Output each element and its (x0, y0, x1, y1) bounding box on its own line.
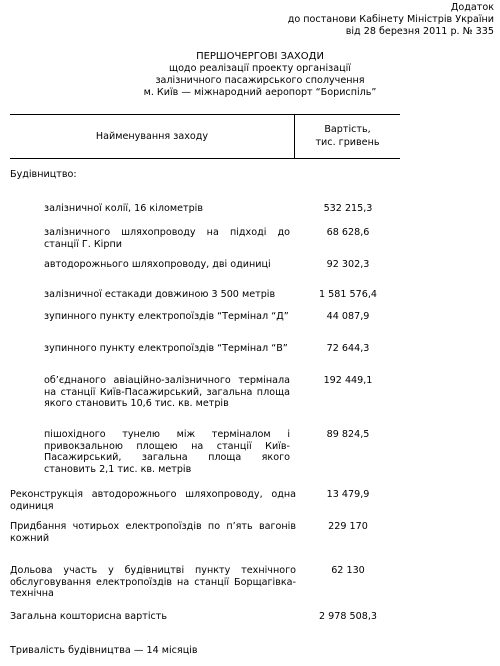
appendix-label: Додаток (450, 2, 494, 13)
total-cost-label: Загальна кошторисна вартість (10, 611, 168, 622)
table-row-value: 1 581 576,4 (319, 289, 377, 300)
column-header-cost-2: тис. гривень (315, 137, 380, 148)
document-subtitle-2: залізничного пасажирського сполучення (155, 75, 365, 86)
document-title: ПЕРШОЧЕРГОВІ ЗАХОДИ (196, 51, 324, 62)
table-column-divider (294, 114, 295, 158)
table-row-name: об’єднаного авіаційно-залізничного термінала на станції Київ-Пасажирський, загальна площа якого становить 10,6 тис. кв. метрів (44, 375, 290, 410)
table-row-name: Придбання чотирьох електропоїздів по п’ять вагонів кожний (10, 521, 296, 544)
table-row-value: 62 130 (331, 565, 365, 576)
table-row-value: 229 170 (328, 521, 368, 532)
table-row-value: 72 644,3 (326, 343, 370, 354)
table-row-value: 68 628,6 (326, 227, 370, 238)
table-row-value: 192 449,1 (323, 375, 373, 386)
document-subtitle-3: м. Київ — міжнародний аеропорт “Бориспіль” (143, 87, 377, 98)
table-row-value: 89 824,5 (326, 429, 370, 440)
resolution-date: від 28 березня 2011 р. № 335 (345, 26, 494, 37)
table-top-border (10, 114, 400, 115)
total-cost-value: 2 978 508,3 (319, 611, 377, 622)
table-row-name: залізничної колії, 16 кілометрів (44, 203, 203, 214)
table-row-value: 92 302,3 (326, 259, 370, 270)
section-construction: Будівництво: (10, 169, 77, 180)
construction-duration: Тривалість будівництва — 14 місяців (10, 645, 198, 656)
column-header-name: Найменування заходу (95, 131, 209, 142)
table-header-border (10, 158, 400, 159)
column-header-cost-1: Вартість, (324, 124, 371, 135)
table-row-name: Дольова участь у будівництві пункту технічного обслуговування електропоїздів на станції Борщагівка-технічна (10, 565, 296, 600)
table-row-value: 44 087,9 (326, 311, 370, 322)
table-row-value: 13 479,9 (326, 489, 370, 500)
resolution-reference: до постанови Кабінету Міністрів України (287, 14, 494, 25)
table-row-name: залізничного шляхопроводу на підході до станції Г. Кірпи (44, 227, 290, 250)
table-row-name: зупинного пункту електропоїздів “Термінал “Д” (44, 311, 289, 322)
table-row-name: автодорожнього шляхопроводу, дві одиниці (44, 259, 271, 270)
table-row-name: зупинного пункту електропоїздів “Термінал “В” (44, 343, 288, 354)
table-row-name: залізничної естакади довжиною 3 500 метрів (44, 289, 276, 300)
table-row-name: пішохідного тунелю між терміналом і привокзальною площею на станції Київ-Пасажирський, загальна площа якого становить 2,1 тис. кв. метрів (44, 429, 290, 475)
table-row-name: Реконструкція автодорожнього шляхопроводу, одна одиниця (10, 489, 296, 512)
document-subtitle-1: щодо реалізації проекту організації (169, 63, 351, 74)
table-row-value: 532 215,3 (323, 203, 373, 214)
